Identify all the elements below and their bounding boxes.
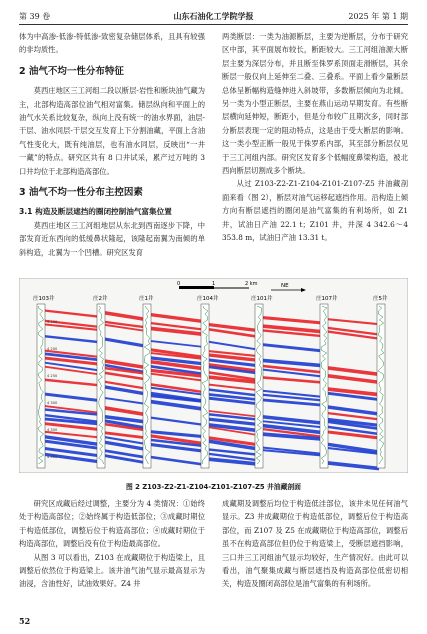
header-issue: 2025 年 第 1 期 [348, 12, 408, 21]
header-journal: 山东石油化工学院学报 [173, 11, 254, 21]
left-paragraph-1: 体为中高渗-低渗-特低渗-致密复杂储层体系，且具有较强的非均质性。 [19, 32, 205, 55]
right-paragraph-1: 两类断层：一类为油源断层，主要为逆断层，分布于研究区中部，其平面展布较长，断距较大。三工河组油源大断层主要为深层分布，并且断至侏罗系顶面走滑断层，其余断层一般仅向上延伸至二叠、三叠系。平面上看少量断层总体呈断幅构造缝伸进入斜坡带，多数断层倾向为北倾。另一类为小型正断层，主要在燕山运动早期发育。有些断层横向延伸短，断距小，但是分布较广且期次多，同时部分断层表现一定的阻动特点，这是由于受大断层的影响。这一类小型正断一般见于侏罗系内部，其至部分断层仅见于三工河组内部。研究区发育多个低幅度鼻梁构造，被北西向断层切割成多个断块。 [222, 32, 408, 176]
well-column [97, 304, 105, 468]
scale-label-1: 1 [212, 281, 216, 287]
depth-tick-label: 4 150 [47, 320, 58, 324]
left-column [19, 30, 205, 259]
page-header [19, 8, 408, 24]
bottom-left-column [19, 497, 205, 591]
well-label: 庄101井 [251, 296, 273, 302]
scale-label-0: 0 [177, 281, 181, 287]
well-label: 庄103井 [33, 296, 55, 302]
right-paragraph-2: 从过 Z103-Z2-Z1-Z104-Z101-Z107-Z5 井油藏剖面来看（图 2），断层对油气运移起遮挡作用。沿构造上倾方向有断层遮挡的圈闭是油气富集的有利场所，如 Z1 井，试油日产油 22.1 t；Z101 井，井深 4 342.6～4 353.8 m，试油日产油 13.31 t。 [222, 179, 408, 243]
section-3-heading: 3 油气不均一性分布主控因素 [19, 187, 143, 199]
well-label: 庄2井 [93, 296, 108, 302]
figure-2-reservoir-section [19, 278, 408, 473]
section-2-heading: 2 油气不均一性分布特征 [19, 65, 124, 77]
page-number: 52 [19, 616, 31, 626]
right-column [222, 30, 408, 245]
depth-tick-label: 4 350 [47, 428, 58, 432]
header-volume: 第 39 卷 [19, 12, 51, 21]
scale-label-2: 2 km [245, 281, 258, 287]
reservoir-section-graphic [19, 278, 408, 473]
header-rule [19, 24, 408, 25]
bottom-right-paragraph-1: 成藏期及调整后均位于构造低洼部位，该井未见任何油气显示。Z3 井成藏期位于构造低部位，调整后位于构造高部位，而 Z107 及 Z5 在成藏期位于构造高部位，调整后虽不在构造高部位但仍位于构造梁上，受断层遮挡影响，三口井三工河组油气显示均较好，生产情况好。由此可以看出，油气聚集成藏与断层遮挡及构造高部位低密切相关，构造及圈闭高部位是油气富集的有利场所。 [222, 499, 408, 589]
direction-label: NE [281, 283, 289, 289]
bottom-left-paragraph-1: 研究区成藏后经过调整，主要分为 4 类情况：①始终处于构造高部位；②始终属于构造低部位；③成藏时期位于构造低部位，调整后位于构造高部位；④成藏时期位于构造高部位，调整后没有位于构造最高部位。 [19, 499, 205, 549]
bottom-left-paragraph-2: 从图 3 可以看出，Z103 在成藏期位于构造梁上，且调整后依然位于构造梁上。该井油气油气显示最高显示为油浸，含油性好，试油效果好。Z4 井 [19, 552, 205, 589]
well-label: 庄104井 [197, 296, 219, 302]
well-column [377, 304, 385, 468]
well-label: 庄1井 [139, 296, 154, 302]
depth-tick-label: 4 400 [47, 455, 58, 459]
figure-caption: 图 2 Z103-Z2-Z1-Z104-Z101-Z107-Z5 井油藏剖面 [126, 483, 301, 491]
well-label: 庄107井 [316, 296, 338, 302]
well-label: 庄5井 [373, 296, 388, 302]
left-paragraph-2: 莫西庄地区三工河组二段以断层-岩性和断块油气藏为主，北部构造高部位油气相对富集。储层纵向和平面上的油气水关系比较复杂，纵向上没有统一的油水界面，油层-干层、油水同层-干层交互发育上下分割油藏，平面上含油气性变化大，既有纯油层，也有油水同层，反映出“一井一藏”的特点。研究区共有 8 口井试采，累产过万吨的 3 口井均位于北部构造高部位。 [19, 86, 205, 176]
section-3-1-heading: 3.1 构造及断层遮挡的圈闭控制油气富集位置 [19, 207, 172, 217]
bottom-right-column [222, 497, 408, 591]
depth-tick-label: 4 300 [47, 401, 58, 405]
depth-tick-label: 4 200 [47, 347, 58, 351]
well-column [37, 304, 45, 468]
left-paragraph-3: 莫西庄地区三工河组地层从东北到西南逐步下降，中部发育近东西向的低缓鼻状隆起，该隆起南翼为南倾的单斜构造，北翼为一个凹槽。研究区发育 [19, 220, 205, 257]
well-column [201, 304, 209, 468]
depth-tick-label: 4 250 [47, 374, 58, 378]
